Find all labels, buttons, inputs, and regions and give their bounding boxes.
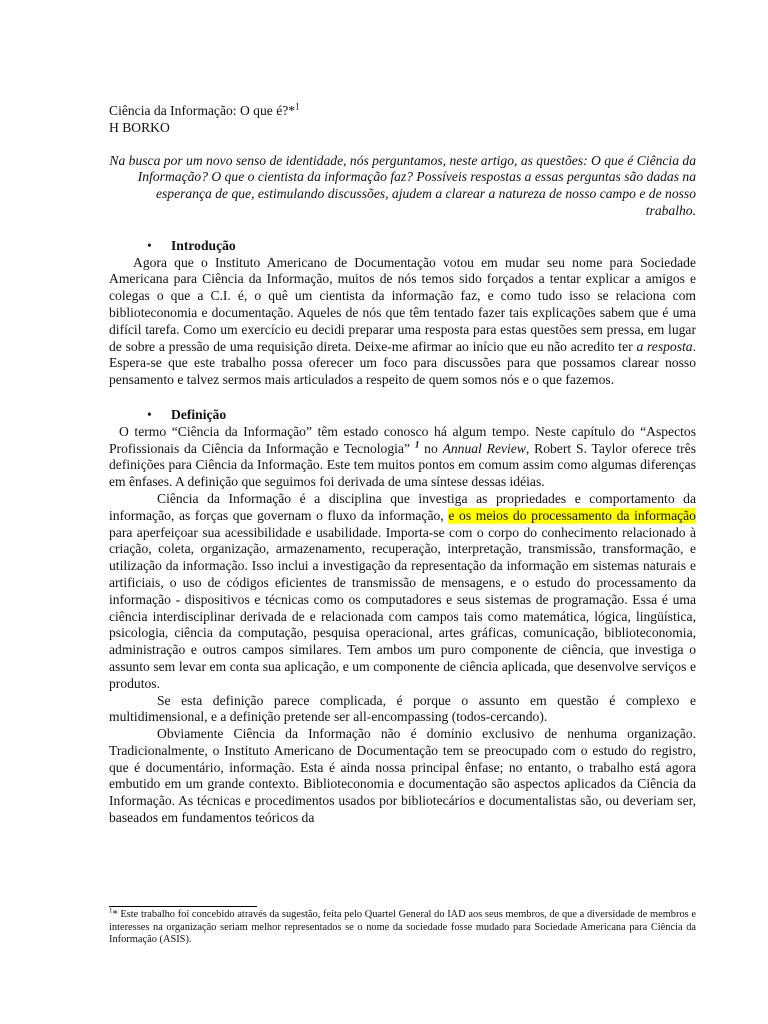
text-run: Ciência da Informação é a disciplina que investiga as propriedades e comportamento da informação, as forças que governam o fluxo da informação, (109, 490, 696, 523)
definition-paragraph-4: Obviamente Ciência da Informação não é domínio exclusivo de nenhuma organização. Tradicionalmente, o Instituto Americano de Documentação tem se preocupado com o estudo do registro, que é documentário, informação. Esta é ainda nossa principal ênfase; no entanto, o trabalho está agora embutido em um grande contexto. Biblioteconomia e documentação são aspectos aplicados da Ciência da Informação. As técnicas e procedimentos usados por bibliotecários e documentalistas são, ou deveriam ser, baseados em fundamentos teóricos da (109, 726, 696, 826)
text-run: * Este trabalho foi concebido através da sugestão, feita pelo Quartel General do IAD aos seus membros, de que a diversidade de membros e interesses na organização seriam melhor representados se o nome da sociedade fosse mudado para Sociedade Americana para Ciência da Informação (ASIS). (109, 909, 696, 945)
abstract: Na busca por um novo senso de identidade, nós perguntamos, neste artigo, as questões: O que é Ciência da Informação? O que o cientista da informação faz? Possíveis respostas a essas perguntas são dadas na esperança de que, estimulando discussões, ajudem a clarear a natureza de nosso campo e de nosso trabalho. (109, 152, 696, 218)
heading-text: Definição (171, 406, 227, 422)
document-title (109, 103, 696, 120)
title-text: Ciência da Informação: O que é?* (109, 103, 296, 118)
footnote-reference: 1 (414, 439, 420, 450)
heading-text: Introdução (171, 237, 236, 253)
text-run: no (419, 440, 443, 456)
bullet-icon: • (147, 406, 152, 422)
intro-paragraph (109, 255, 696, 389)
emphasis-text: a resposta (636, 338, 693, 354)
title-footnote-mark: 1 (295, 101, 300, 112)
footnote-mark: 1 (109, 906, 113, 915)
author-name: H BORKO (109, 119, 170, 135)
footnote-text (109, 906, 696, 947)
section-heading-definicao (109, 407, 696, 424)
text-run: , Robert S. Taylor oferece três definições para Ciência da Informação. Este tem muitos pontos em comum assim como algumas diferenças em ênfases. A definição que seguimos foi derivada de uma síntese dessas idéias. (109, 440, 697, 490)
footnote (109, 906, 696, 947)
document-body (109, 103, 696, 827)
footnote-divider (109, 906, 257, 907)
highlighted-text: e os meios do processamento da informação (448, 507, 696, 523)
bullet-icon: • (147, 237, 152, 253)
definition-paragraph-2 (109, 491, 696, 693)
emphasis-text: Annual Review (442, 440, 526, 456)
text-run: Agora que o Instituto Americano de Documentação votou em mudar seu nome para Sociedade Americana para Ciência da Informação, muitos de nós temos sido forçados a tentar explicar a amigos e colegas o que a C.I. é, o quê um cientista da informação faz, e como tudo isso se relaciona com biblioteconomia e documentação. Aqueles de nós que têm tentado fazer tais explicações sabem que é uma difícil tarefa. Como um exercício eu decidi preparar uma resposta para estas questões sem pressa, em lugar de sobre a pressão de uma requisição direta. Deixe-me afirmar ao início que eu não acredito ter (109, 254, 696, 354)
definition-paragraph-1 (109, 424, 696, 491)
definition-paragraph-3: Se esta definição parece complicada, é porque o assunto em questão é complexo e multidimensional, e a definição pretende ser all-encompassing (todos-cercando). (109, 692, 696, 725)
text-run: para aperfeiçoar sua acessibilidade e usabilidade. Importa-se com o corpo do conhecimento relacionado à criação, coleta, organização, armazenamento, recuperação, interpretação, transmissão, transformação, e utilização da informação. Isso inclui a investigação da representação da informação em sistemas naturais e artificiais, o uso de códigos eficientes de transmissão de mensagens, e o estudo do processamento da informação - dispositivos e técnicas como os computadores e seus sistemas de programação. Essa é uma ciência interdisciplinar derivada de e relacionada com campos tais como matemática, lógica, lingüística, psicologia, ciência da computação, pesquisa operacional, artes gráficas, comunicação, biblioteconomia, administração e outros campos similares. Tem ambos um puro componente de ciência, que investiga o assunto sem levar em conta sua aplicação, e um componente de ciência aplicada, que desenvolve serviços e produtos. (109, 524, 696, 691)
section-heading-introducao (109, 238, 696, 255)
text-run: O termo “Ciência da Informação” têm estado conosco há algum tempo. Neste capítulo do “Aspectos Profissionais da Ciência da Informação e Tecnologia” (109, 423, 696, 456)
text-run: . Espera-se que este trabalho possa oferecer um foco para discussões para que possamos clarear nosso pensamento e talvez sermos mais articulados a respeito de quem somos nós e o que fazemos. (109, 338, 696, 388)
